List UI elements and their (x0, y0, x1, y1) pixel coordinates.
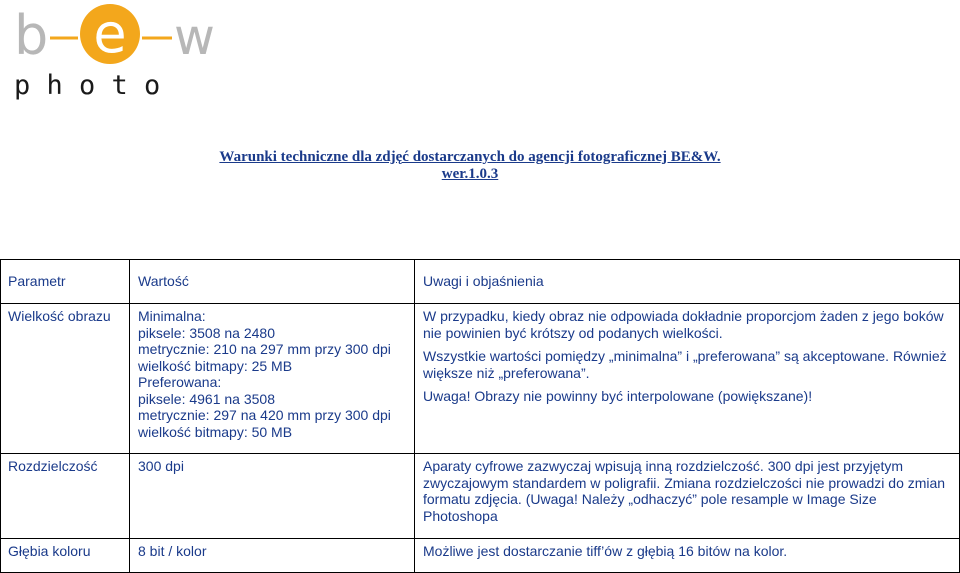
note-paragraph: Uwaga! Obrazy nie powinny być interpolowane (powiększane)! (423, 388, 813, 404)
value-line: Minimalna: (138, 308, 206, 324)
row-param: Wielkość obrazu (1, 304, 130, 454)
header-value: Wartość (130, 260, 415, 304)
logo-letter-e: e (93, 2, 127, 65)
logo-letter-b: b (14, 4, 49, 67)
bew-photo-logo (14, 2, 219, 100)
value-line: piksele: 4961 na 3508 (138, 390, 275, 407)
specs-table (0, 259, 960, 573)
logo-letter-w: w (174, 8, 215, 66)
value-line: Preferowana: (138, 374, 222, 390)
header-param: Parametr (1, 260, 130, 304)
header-notes: Uwagi i objaśnienia (415, 260, 960, 304)
note-paragraph: W przypadku, kiedy obraz nie odpowiada dokładnie proporcjom żaden z jego boków nie powinien być krótszy od podanych wielkości. (423, 308, 944, 341)
document-title: Warunki techniczne dla zdjęć dostarczanych do agencji fotograficznej BE&W. (219, 149, 721, 165)
table-row (1, 539, 960, 573)
value-line: metrycznie: 210 na 297 mm przy 300 dpi (138, 341, 391, 357)
logo-subtitle: p h o t o (14, 70, 161, 100)
row-notes: Możliwe jest dostarczanie tiff’ów z głębią 16 bitów na kolor. (415, 539, 960, 573)
table-row (1, 454, 960, 539)
row-notes: Aparaty cyfrowe zazwyczaj wpisują inną rozdzielczość. 300 dpi jest przyjętym zwyczajowym standardem w poligrafii. Zmiana rozdzielczości nie prowadzi do zmian formatu zdjęcia. (Uwaga! Należy „odhaczyć” pole resample w Image Size Photoshopa (415, 454, 960, 539)
row-value: 8 bit / kolor (130, 539, 415, 573)
note-paragraph: Wszystkie wartości pomiędzy „minimalna” i „preferowana” są akceptowane. Również większe niż „preferowana”. (423, 348, 947, 381)
value-line: wielkość bitmapy: 50 MB (138, 423, 293, 440)
row-param: Rozdzielczość (1, 454, 130, 539)
value-line: metrycznie: 297 na 420 mm przy 300 dpi (138, 407, 391, 423)
row-param: Głębia koloru (1, 539, 130, 573)
table-header-row (1, 260, 960, 304)
value-line: wielkość bitmapy: 25 MB (138, 357, 293, 374)
document-version: wer.1.0.3 (441, 166, 499, 182)
row-notes (415, 304, 960, 454)
row-value (130, 304, 415, 454)
value-line: piksele: 3508 na 2480 (138, 324, 275, 341)
table-row (1, 304, 960, 454)
row-value: 300 dpi (130, 454, 415, 539)
